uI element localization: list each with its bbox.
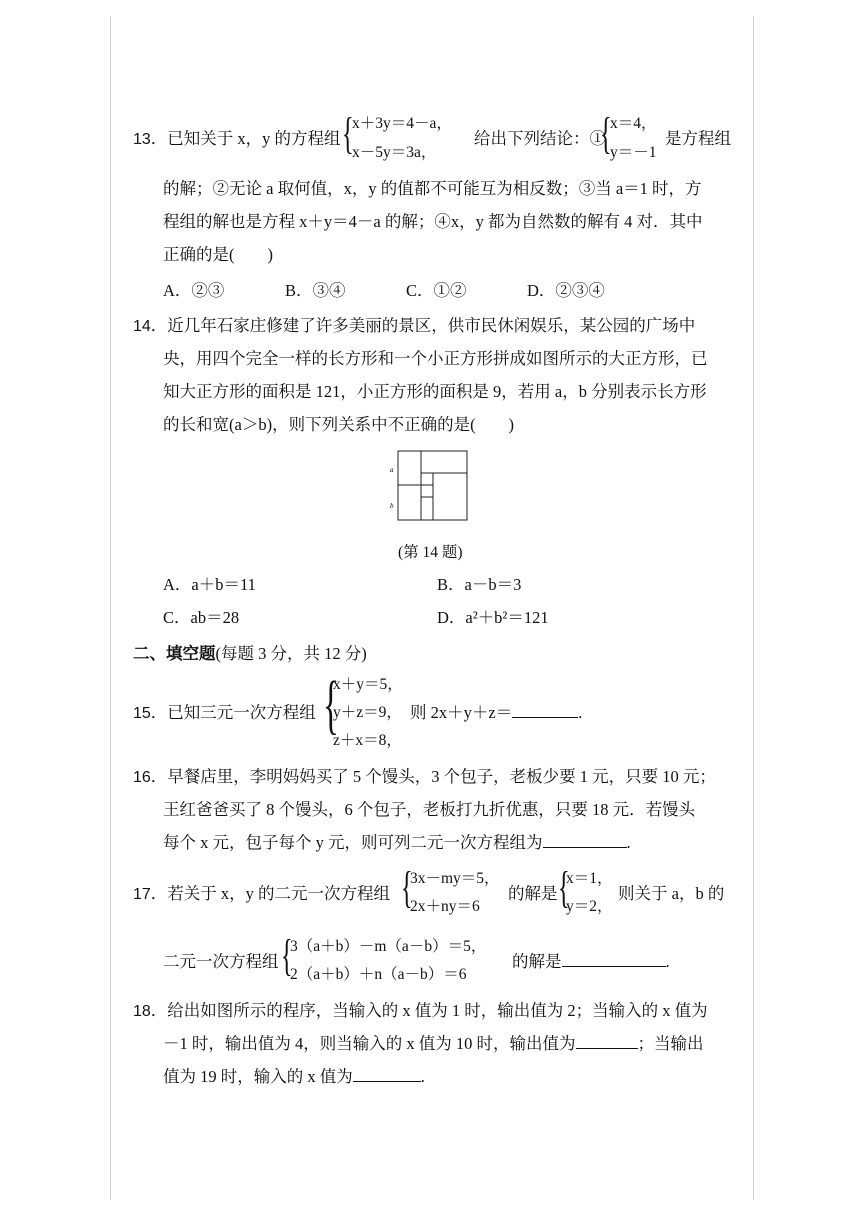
- section-title: [133, 640, 367, 664]
- q14-option-c[interactable]: C．ab＝28: [163, 608, 240, 627]
- q14-option-a[interactable]: A．a＋b＝11: [163, 575, 256, 594]
- q14-number: 14: [133, 318, 151, 335]
- q13-mid: 给出下列结论：①: [474, 129, 606, 148]
- q16-line2: 王红爸爸买了 8 个馒头，6 个包子，老板打九折优惠，只要 18 元．若馒头: [163, 800, 696, 819]
- q18-line2: [163, 1032, 704, 1056]
- q17-line2-tail-text: 的解是: [512, 952, 562, 971]
- q14-figure-label-b: b: [390, 502, 394, 510]
- q14-figure-label-a: a: [390, 466, 394, 474]
- q18-line1: [133, 999, 708, 1024]
- q18-line3-text: 值为 19 时，输入的 x 值为: [163, 1067, 353, 1086]
- q13-solution-eq1: x＝4，: [610, 115, 657, 132]
- q15-number: 15: [133, 705, 151, 722]
- q14-line3: 知大正方形的面积是 121，小正方形的面积是 9，若用 a，b 分别表示长方形: [163, 382, 707, 401]
- q17-line1: [133, 882, 390, 907]
- q17-system2-eq2: 2（a＋b）＋n（a－b）＝6: [290, 966, 467, 983]
- q15-end: .: [578, 703, 583, 722]
- q13-solution-eq2: y＝－1: [610, 144, 657, 161]
- q18-line3: [163, 1065, 425, 1089]
- q18-line2-text-a: －1 时，输出值为 4，则当输入的 x 值为 10 时，输出值为: [163, 1034, 576, 1053]
- section-heading: 二、填空题: [133, 644, 216, 663]
- q16-line3-text: 每个 x 元，包子每个 y 元，则可列二元一次方程组为: [163, 833, 543, 852]
- q16-number: 16: [133, 769, 151, 786]
- q14-option-d[interactable]: D．a²＋b²＝121: [437, 608, 549, 627]
- q14-line1-text: ．近几年石家庄修建了许多美丽的景区，供市民休闲娱乐，某公园的广场中: [150, 316, 696, 335]
- q13-solution-brace: {: [600, 109, 612, 158]
- q14-option-b[interactable]: B．a－b＝3: [437, 575, 522, 594]
- q17-system-eq2: 2x＋ny＝6: [410, 898, 480, 915]
- q17-system2-eq1: 3（a＋b）－m（a－b）＝5，: [290, 938, 487, 955]
- q16-line1: [133, 765, 716, 790]
- q13-option-b[interactable]: B．③④: [285, 281, 346, 300]
- q16-line1-text: ．早餐店里，李明妈妈买了 5 个馒头，3 个包子，老板少要 1 元，只要 10 元；: [150, 767, 716, 786]
- q15-answer-blank[interactable]: [512, 701, 578, 718]
- q13-number: 13: [133, 131, 151, 148]
- q13-option-d[interactable]: D．②③④: [527, 281, 605, 300]
- q13-system-eq2: x－5y＝3a，: [352, 144, 437, 161]
- section-note: (每题 3 分，共 12 分): [215, 644, 367, 663]
- q13-option-c[interactable]: C．①②: [406, 281, 467, 300]
- q16-line3: [163, 831, 631, 855]
- q18-end: .: [420, 1067, 425, 1086]
- q14-line2: 央，用四个完全一样的长方形和一个小正方形拼成如图所示的大正方形，已: [163, 349, 708, 368]
- q17-line2-tail: [512, 950, 670, 974]
- q16-answer-blank[interactable]: [543, 831, 627, 848]
- q14-line1: [133, 314, 695, 339]
- q15-tail-text: 则 2x＋y＋z＝: [410, 703, 513, 722]
- q14-figure-squares: [384, 448, 474, 528]
- q17-intro: ．若关于 x，y 的二元一次方程组: [150, 884, 391, 903]
- q17-end: .: [665, 952, 670, 971]
- q14-caption: (第 14 题): [398, 544, 463, 561]
- q17-solution-eq1: x＝1，: [566, 870, 613, 887]
- q15-intro: ．已知三元一次方程组: [150, 703, 316, 722]
- q17-system-brace: {: [401, 863, 413, 912]
- q14-line4: 的长和宽(a＞b)，则下列关系中不正确的是( ): [163, 415, 515, 434]
- q13-line4: 正确的是( ): [163, 245, 273, 264]
- q13-system-brace: {: [342, 109, 354, 158]
- q17-system-eq1: 3x－my＝5，: [410, 870, 500, 887]
- q13-line1: [133, 127, 341, 152]
- q17-number: 17: [133, 886, 151, 903]
- q15-line: [133, 701, 316, 726]
- q15-eq3: z＋x＝8，: [333, 732, 402, 749]
- q17-solution-brace: {: [558, 863, 570, 912]
- q18-line1-text: ．给出如图所示的程序，当输入的 x 值为 1 时，输出值为 2；当输入的 x 值为: [150, 1001, 708, 1020]
- q13-tail: 是方程组: [665, 129, 731, 148]
- q15-tail: [410, 701, 582, 725]
- q15-eq2: y＋z＝9，: [333, 704, 402, 721]
- q16-end: .: [626, 833, 631, 852]
- q17-tail: 则关于 a，b 的: [618, 884, 725, 903]
- q18-number: 18: [133, 1003, 151, 1020]
- q13-intro: ．已知关于 x，y 的方程组: [150, 129, 341, 148]
- q13-option-a[interactable]: A．②③: [163, 281, 225, 300]
- q17-mid: 的解是: [508, 884, 558, 903]
- q18-answer-blank-1[interactable]: [576, 1032, 638, 1049]
- q15-eq1: x＋y＝5，: [333, 676, 403, 693]
- q13-system-eq1: x＋3y＝4－a，: [352, 115, 452, 132]
- q18-line2-text-b: ；当输出: [637, 1034, 704, 1053]
- q17-solution-eq2: y＝2，: [566, 898, 613, 915]
- q17-answer-blank[interactable]: [562, 950, 666, 967]
- q17-line2-intro: 二元一次方程组: [163, 952, 279, 971]
- q15-system-brace: {: [323, 668, 339, 741]
- q18-answer-blank-2[interactable]: [353, 1065, 421, 1082]
- q13-line2: 的解；②无论 a 取何值，x，y 的值都不可能互为相反数；③当 a＝1 时，方: [163, 179, 702, 198]
- q17-system2-brace: {: [281, 931, 293, 980]
- q13-line3: 程组的解也是方程 x＋y＝4－a 的解；④x，y 都为自然数的解有 4 对．其中: [163, 212, 703, 231]
